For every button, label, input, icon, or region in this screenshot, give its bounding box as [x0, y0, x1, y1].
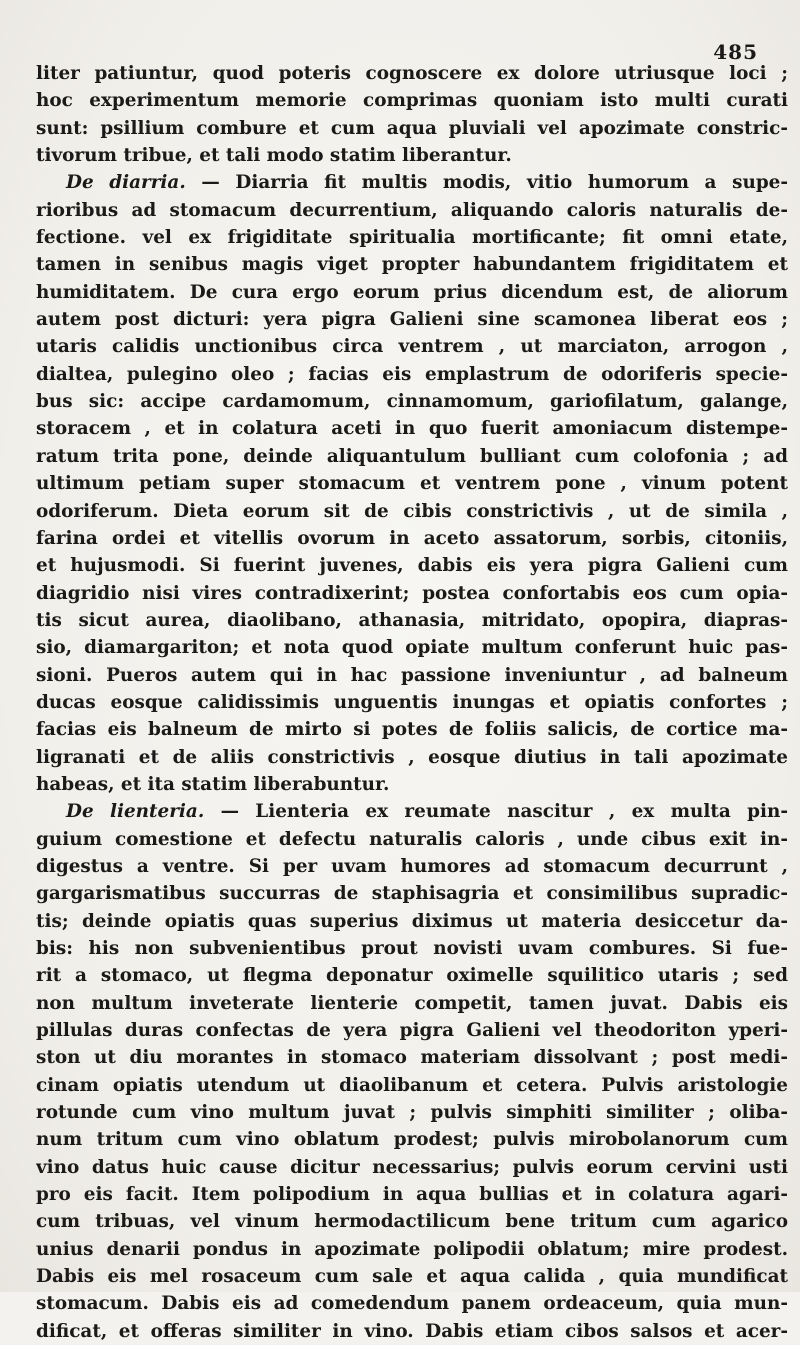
text-line: non multum inveterate lienterie competit, tamen juvat. Dabis eis: [36, 992, 788, 1014]
text-line: guium comestione et defectu naturalis caloris , unde cibus exit in-: [36, 828, 788, 850]
text-line-content: — Lienteria ex reumate nascitur , ex multa pin-: [220, 801, 788, 823]
text-line: tis sicut aurea, diaolibano, athanasia, mitridato, opopira, diapras-: [36, 609, 788, 631]
text-line: stomacum. Dabis eis ad comedendum panem ordeaceum, quia mun-: [36, 1293, 788, 1315]
text-line: Dabis eis mel rosaceum cum sale et aqua calida , quia mundificat: [36, 1266, 788, 1288]
text-line: sio, diamargariton; et nota quod opiate multum conferunt huic pas-: [36, 637, 788, 659]
text-line: num tritum cum vino oblatum prodest; pulvis mirobolanorum cum: [36, 1129, 788, 1151]
text-line: gargarismatibus succurras de staphisagria et consimilibus supradic-: [36, 883, 788, 905]
text-line: ultimum petiam super stomacum et ventrem pone , vinum potent: [36, 473, 788, 495]
text-line: facias eis balneum de mirto si potes de foliis salicis, de cortice ma-: [36, 719, 788, 741]
section-heading-diarria: De diarria.: [66, 172, 186, 194]
text-line: odoriferum. Dieta eorum sit de cibis constrictivis , ut de simila ,: [36, 500, 788, 522]
page-number: 485: [713, 40, 758, 64]
text-line: rotunde cum vino multum juvat ; pulvis simphiti similiter ; oliba-: [36, 1102, 788, 1124]
body-text: [36, 60, 788, 1345]
text-line: unius denarii pondus in apozimate polipodii oblatum; mire prodest.: [36, 1238, 788, 1260]
text-line: dificat, et offeras similiter in vino. Dabis etiam cibos salsos et acer-: [36, 1320, 788, 1342]
text-line: utaris calidis unctionibus circa ventrem , ut marciaton, arrogon ,: [36, 336, 788, 358]
text-line: digestus a ventre. Si per uvam humores ad stomacum decurrunt ,: [36, 855, 788, 877]
text-line: storacem , et in colatura aceti in quo fuerit amoniacum distempe-: [36, 418, 788, 440]
text-line: humiditatem. De cura ergo eorum prius dicendum est, de aliorum: [36, 281, 788, 303]
text-line: bus sic: accipe cardamomum, cinnamomum, gariofilatum, galange,: [36, 391, 788, 413]
text-line: et hujusmodi. Si fuerint juvenes, dabis eis yera pigra Galieni cum: [36, 555, 788, 577]
text-line: ratum trita pone, deinde aliquantulum bulliant cum colofonia ; ad: [36, 445, 788, 467]
text-line: pillulas duras confectas de yera pigra Galieni vel theodoriton yperi-: [36, 1020, 788, 1042]
text-line: rit a stomaco, ut flegma deponatur oximelle squilitico utaris ; sed: [36, 965, 788, 987]
text-line: ston ut diu morantes in stomaco materiam dissolvant ; post medi-: [36, 1047, 788, 1069]
text-line: sioni. Pueros autem qui in hac passione inveniuntur , ad balneum: [36, 664, 788, 686]
text-line: vino datus huic cause dicitur necessarius; pulvis eorum cervini usti: [36, 1156, 788, 1178]
text-line: autem post dicturi: yera pigra Galieni sine scamonea liberat eos ;: [36, 309, 788, 331]
text-line: hoc experimentum memorie comprimas quoniam isto multi curati: [36, 90, 788, 112]
text-line-content: — Diarria fit multis modis, vitio humorum a supe-: [201, 172, 788, 194]
text-line: ligranati et de aliis constrictivis , eosque diutius in tali apozimate: [36, 746, 788, 768]
text-line: farina ordei et vitellis ovorum in aceto assatorum, sorbis, citoniis,: [36, 527, 788, 549]
text-line: dialtea, pulegino oleo ; facias eis emplastrum de odoriferis specie-: [36, 363, 788, 385]
text-line: bis: his non subvenientibus prout novisti uvam combures. Si fue-: [36, 938, 788, 959]
section-heading-lienteria: De lienteria.: [66, 801, 205, 823]
text-line: cinam opiatis utendum ut diaolibanum et cetera. Pulvis aristologie: [36, 1074, 788, 1096]
text-line: diagridio nisi vires contradixerint; postea confortabis eos cum opia-: [36, 582, 788, 604]
text-line: liter patiuntur, quod poteris cognoscere ex dolore utriusque loci ;: [36, 63, 788, 84]
text-line: pro eis facit. Item polipodium in aqua bullias et in colatura agari-: [36, 1184, 788, 1206]
text-line: rioribus ad stomacum decurrentium, aliquando caloris naturalis de-: [36, 199, 788, 221]
text-line: cum tribuas, vel vinum hermodactilicum bene tritum cum agarico: [36, 1211, 788, 1233]
text-line: tivorum tribue, et tali modo statim liberantur.: [36, 145, 512, 167]
text-line: tamen in senibus magis viget propter habundantem frigiditatem et: [36, 254, 788, 276]
text-line: [36, 169, 788, 196]
text-line: habeas, et ita statim liberabuntur.: [36, 773, 390, 795]
text-line: sunt: psillium combure et cum aqua pluviali vel apozimate constric-: [36, 117, 788, 139]
text-line: [36, 798, 788, 825]
text-line: tis; deinde opiatis quas superius diximus ut materia desiccetur da-: [36, 910, 788, 932]
text-line: ducas eosque calidissimis unguentis inungas et opiatis confortes ;: [36, 691, 788, 713]
text-line: fectione. vel ex frigiditate spiritualia mortificante; fit omni etate,: [36, 227, 788, 249]
